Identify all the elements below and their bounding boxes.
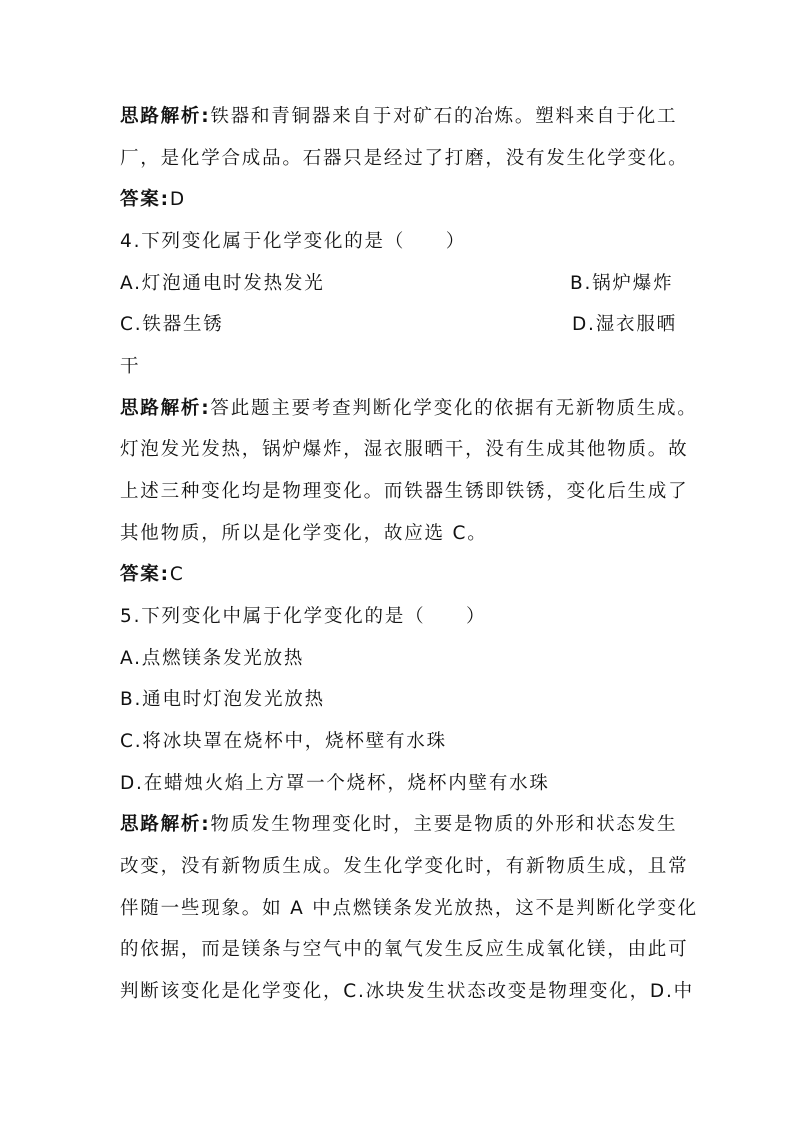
q4-option-d: D.湿衣服晒	[572, 314, 677, 335]
q4-option-b: B.锅炉爆炸	[570, 273, 674, 294]
q5-option-a: A.点燃镁条发光放热	[120, 648, 305, 669]
q3-analysis-line-2: 厂，是化学合成品。石器只是经过了打磨，没有发生化学变化。	[120, 148, 689, 169]
q5-analysis-line-2: 改变，没有新物质生成。发生化学变化时，有新物质生成，且常	[120, 856, 689, 877]
q5-option-c: C.将冰块罩在烧杯中，烧杯壁有水珠	[120, 731, 447, 752]
q5-analysis-line-3: 伴随一些现象。如 A 中点燃镁条发光放热，这不是判断化学变化	[120, 898, 698, 919]
q3-answer	[120, 185, 680, 215]
answer-label: 答案:	[120, 564, 170, 585]
q5-option-d: D.在蜡烛火焰上方罩一个烧杯，烧杯内壁有水珠	[120, 773, 550, 794]
q4-analysis-line-2: 灯泡发光发热，锅炉爆炸，湿衣服晒干，没有生成其他物质。故	[120, 439, 689, 460]
q4-stem: 4.下列变化属于化学变化的是（ ）	[120, 231, 467, 252]
q4-answer	[120, 560, 680, 590]
q4-answer-value: C	[169, 564, 185, 585]
q5-analysis-line-1	[120, 810, 680, 840]
q4-analysis-line-4: 其他物质，所以是化学变化，故应选 C。	[120, 523, 488, 544]
q4-analysis-line-3: 上述三种变化均是物理变化。而铁器生锈即铁锈，变化后生成了	[120, 481, 689, 502]
analysis-label: 思路解析:	[120, 814, 211, 835]
q5-option-b: B.通电时灯泡发光放热	[120, 689, 325, 710]
q5-analysis-line-5: 判断该变化是化学变化，C.冰块发生状态改变是物理变化，D.中	[120, 981, 694, 1002]
q3-analysis-text-1: 铁器和青铜器来自于对矿石的冶炼。塑料来自于化工	[210, 106, 678, 127]
answer-label: 答案:	[120, 189, 170, 210]
q4-option-a: A.灯泡通电时发热发光	[120, 273, 325, 294]
q4-analysis-line-1	[120, 394, 698, 424]
analysis-label: 思路解析:	[120, 106, 211, 127]
q3-analysis-line-1	[120, 102, 680, 132]
analysis-label: 思路解析:	[120, 398, 211, 419]
q3-answer-value: D	[169, 189, 186, 210]
q5-analysis-text-1: 物质发生物理变化时，主要是物质的外形和状态发生	[210, 814, 678, 835]
q5-stem: 5.下列变化中属于化学变化的是（ ）	[120, 606, 487, 627]
q4-option-d-wrap: 干	[120, 356, 141, 377]
q5-analysis-line-4: 的依据，而是镁条与空气中的氧气发生反应生成氧化镁，由此可	[120, 939, 689, 960]
q4-option-c: C.铁器生锈	[120, 314, 224, 335]
q4-analysis-text-1: 答此题主要考查判断化学变化的依据有无新物质生成。	[210, 398, 698, 419]
